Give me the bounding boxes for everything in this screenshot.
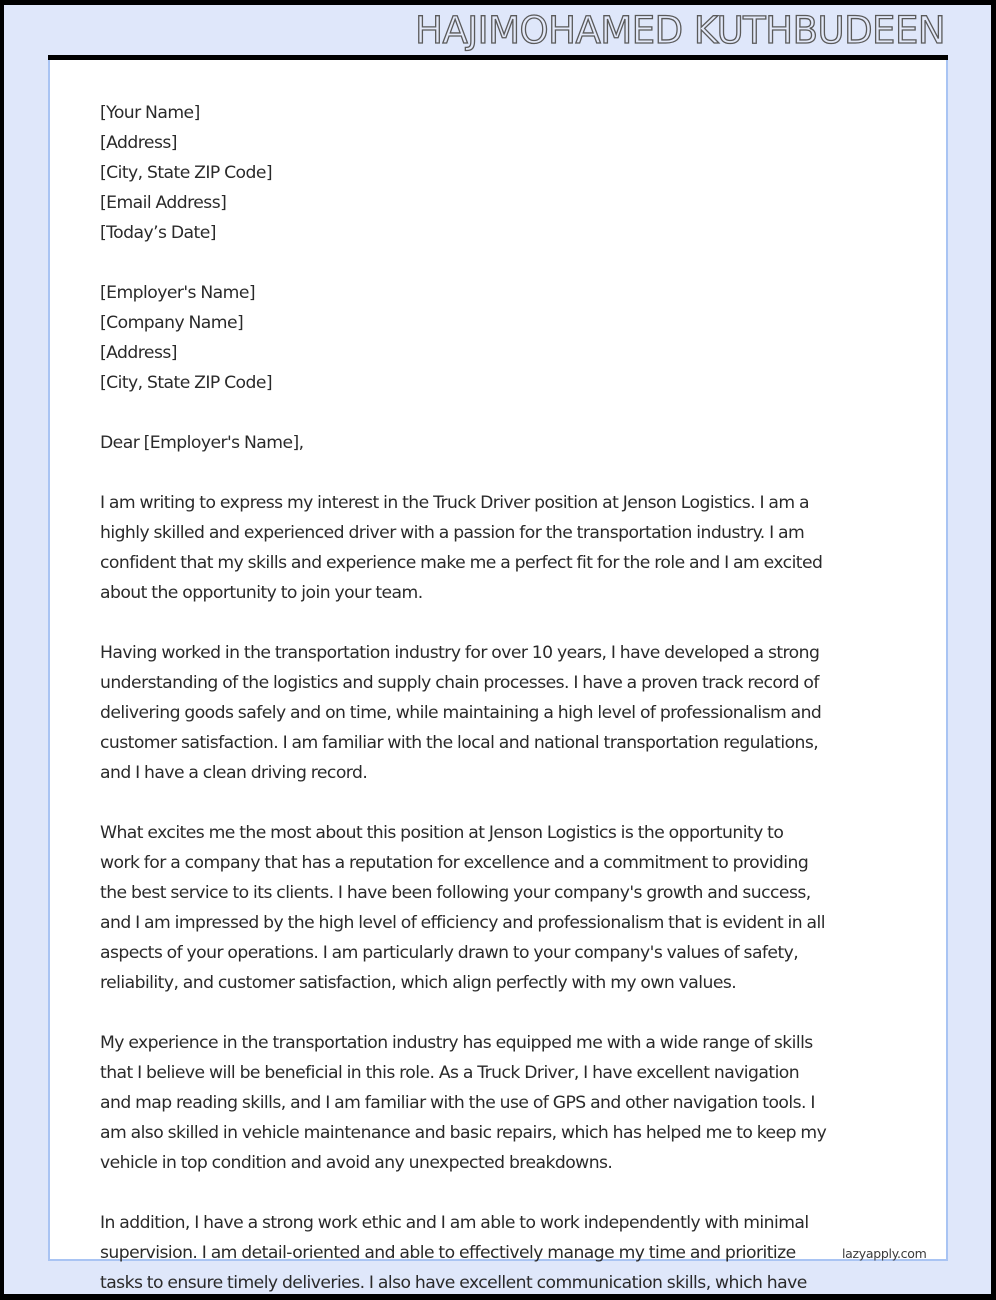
paragraph-motivation [100,818,910,998]
paragraph-line: vehicle in top condition and avoid any unexpected breakdowns. [100,1153,613,1173]
recipient-city-state-zip: [City, State ZIP Code] [100,373,273,393]
watermark-text: lazyapply.com [842,1246,927,1261]
cover-letter-body [100,98,910,1294]
paragraph-line: work for a company that has a reputation for excellence and a commitment to providing [100,853,809,873]
paragraph-line: about the opportunity to join your team. [100,583,423,603]
paragraph-skills [100,1028,910,1178]
salutation-text: Dear [Employer's Name], [100,433,304,453]
sender-email: [Email Address] [100,193,227,213]
employer-name: [Employer's Name] [100,283,256,303]
paragraph-line: confident that my skills and experience make me a perfect fit for the role and I am excited [100,553,823,573]
sender-city-state-zip: [City, State ZIP Code] [100,163,273,183]
paragraph-line: In addition, I have a strong work ethic and I am able to work independently with minimal [100,1213,809,1233]
company-name: [Company Name] [100,313,244,333]
sender-address: [Address] [100,133,177,153]
document-page [4,5,991,1294]
paragraph-line: and I have a clean driving record. [100,763,368,783]
paragraph-line: understanding of the logistics and supply chain processes. I have a proven track record of [100,673,819,693]
sender-name: [Your Name] [100,103,200,123]
paragraph-line: that I believe will be beneficial in this role. As a Truck Driver, I have excellent navigation [100,1063,800,1083]
recipient-address-block [100,278,910,398]
paragraph-line: Having worked in the transportation industry for over 10 years, I have developed a strong [100,643,820,663]
paragraph-line: tasks to ensure timely deliveries. I also have excellent communication skills, which have [100,1273,807,1293]
paragraph-experience [100,638,910,788]
paragraph-line: delivering goods safely and on time, while maintaining a high level of professionalism and [100,703,822,723]
paragraph-line: I am writing to express my interest in the Truck Driver position at Jenson Logistics. I am a [100,493,810,513]
paragraph-line: and I am impressed by the high level of efficiency and professionalism that is evident in all [100,913,825,933]
paragraph-line: What excites me the most about this position at Jenson Logistics is the opportunity to [100,823,784,843]
paragraph-line: and map reading skills, and I am familiar with the use of GPS and other navigation tools. I [100,1093,815,1113]
paragraph-line: aspects of your operations. I am particularly drawn to your company's values of safety, [100,943,799,963]
letter-date: [Today’s Date] [100,223,216,243]
paragraph-line: customer satisfaction. I am familiar with the local and national transportation regulations, [100,733,819,753]
applicant-name-heading: HAJIMOHAMED KUTHBUDEEN [415,9,945,52]
paragraph-line: reliability, and customer satisfaction, which align perfectly with my own values. [100,973,737,993]
salutation [100,428,910,458]
paragraph-line: am also skilled in vehicle maintenance and basic repairs, which has helped me to keep my [100,1123,827,1143]
paragraph-line: highly skilled and experienced driver with a passion for the transportation industry. I am [100,523,805,543]
paragraph-work-ethic [100,1208,910,1294]
recipient-address: [Address] [100,343,177,363]
paragraph-line: My experience in the transportation industry has equipped me with a wide range of skills [100,1033,813,1053]
sender-address-block [100,98,910,248]
paragraph-line: supervision. I am detail-oriented and able to effectively manage my time and prioritize [100,1243,796,1263]
paragraph-intro [100,488,910,608]
paragraph-line: the best service to its clients. I have been following your company's growth and success, [100,883,811,903]
